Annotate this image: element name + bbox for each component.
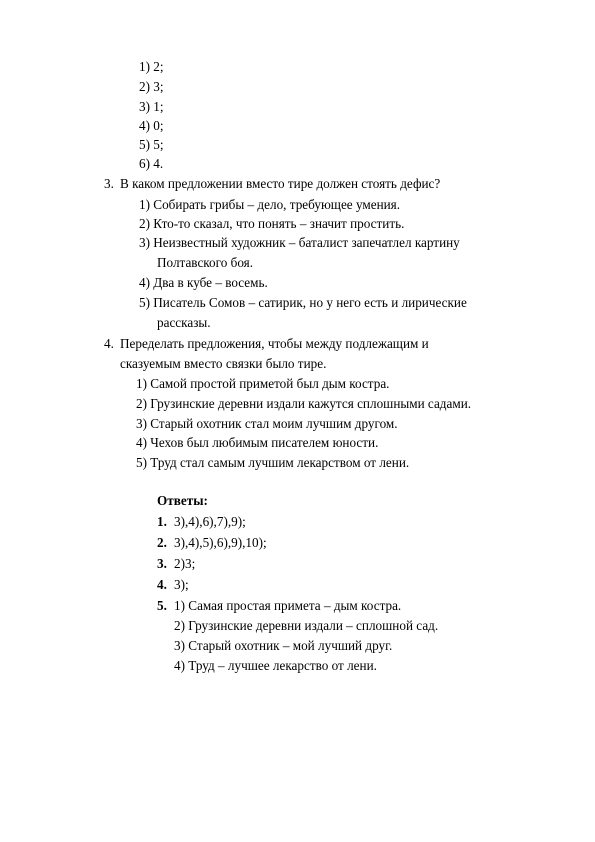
question-4-option-4: 4) Чехов был любимым писателем юности. bbox=[136, 435, 379, 450]
answer-2-text: 3),4),5),6),9),10); bbox=[174, 535, 267, 550]
answer-4-number: 4. bbox=[157, 577, 167, 592]
question-3-option-3-cont: Полтавского боя. bbox=[157, 255, 254, 270]
question-3-option-5: 5) Писатель Сомов – сатирик, но у него есть и лирические bbox=[139, 295, 467, 310]
question-4-option-5: 5) Труд стал самым лучшим лекарством от лени. bbox=[136, 455, 410, 470]
answer-3-number: 3. bbox=[157, 556, 167, 571]
answer-1-number: 1. bbox=[157, 514, 167, 529]
answer-2-number: 2. bbox=[157, 535, 167, 550]
answer-3-text: 2)3; bbox=[174, 556, 196, 571]
question-3-text: В каком предложении вместо тире должен стоять дефис? bbox=[120, 176, 441, 191]
top-list-item-1: 1) 2; bbox=[139, 59, 164, 74]
question-3-option-4: 4) Два в кубе – восемь. bbox=[139, 275, 268, 290]
answers-heading: Ответы: bbox=[157, 493, 208, 508]
question-3-option-2: 2) Кто-то сказал, что понять – значит простить. bbox=[139, 216, 405, 231]
question-3-number: 3. bbox=[104, 176, 114, 191]
answer-5-number: 5. bbox=[157, 598, 167, 613]
question-4-option-1: 1) Самой простой приметой был дым костра. bbox=[136, 376, 390, 391]
answer-4-text: 3); bbox=[174, 577, 189, 592]
question-3-option-3: 3) Неизвестный художник – баталист запечатлел картину bbox=[139, 235, 460, 250]
answer-5-text: 1) Самая простая примета – дым костра. bbox=[174, 598, 402, 613]
question-4-option-2: 2) Грузинские деревни издали кажутся сплошными садами. bbox=[136, 396, 472, 411]
top-list-item-3: 3) 1; bbox=[139, 99, 164, 114]
answer-1-text: 3),4),6),7),9); bbox=[174, 514, 246, 529]
question-4-text-line-1: Переделать предложения, чтобы между подлежащим и bbox=[120, 336, 429, 351]
question-4-text-line-2: сказуемым вместо связки было тире. bbox=[120, 356, 327, 371]
question-4-number: 4. bbox=[104, 336, 114, 351]
answer-5-sub-4: 4) Труд – лучшее лекарство от лени. bbox=[174, 658, 377, 673]
question-4-option-3: 3) Старый охотник стал моим лучшим другом. bbox=[136, 416, 398, 431]
answer-5-sub-3: 3) Старый охотник – мой лучший друг. bbox=[174, 638, 393, 653]
top-list-item-5: 5) 5; bbox=[139, 137, 164, 152]
top-list-item-6: 6) 4. bbox=[139, 156, 164, 171]
question-3-option-5-cont: рассказы. bbox=[157, 315, 211, 330]
question-3-option-1: 1) Собирать грибы – дело, требующее умения. bbox=[139, 197, 401, 212]
top-list-item-2: 2) 3; bbox=[139, 79, 164, 94]
top-list-item-4: 4) 0; bbox=[139, 118, 164, 133]
answer-5-sub-2: 2) Грузинские деревни издали – сплошной сад. bbox=[174, 618, 439, 633]
